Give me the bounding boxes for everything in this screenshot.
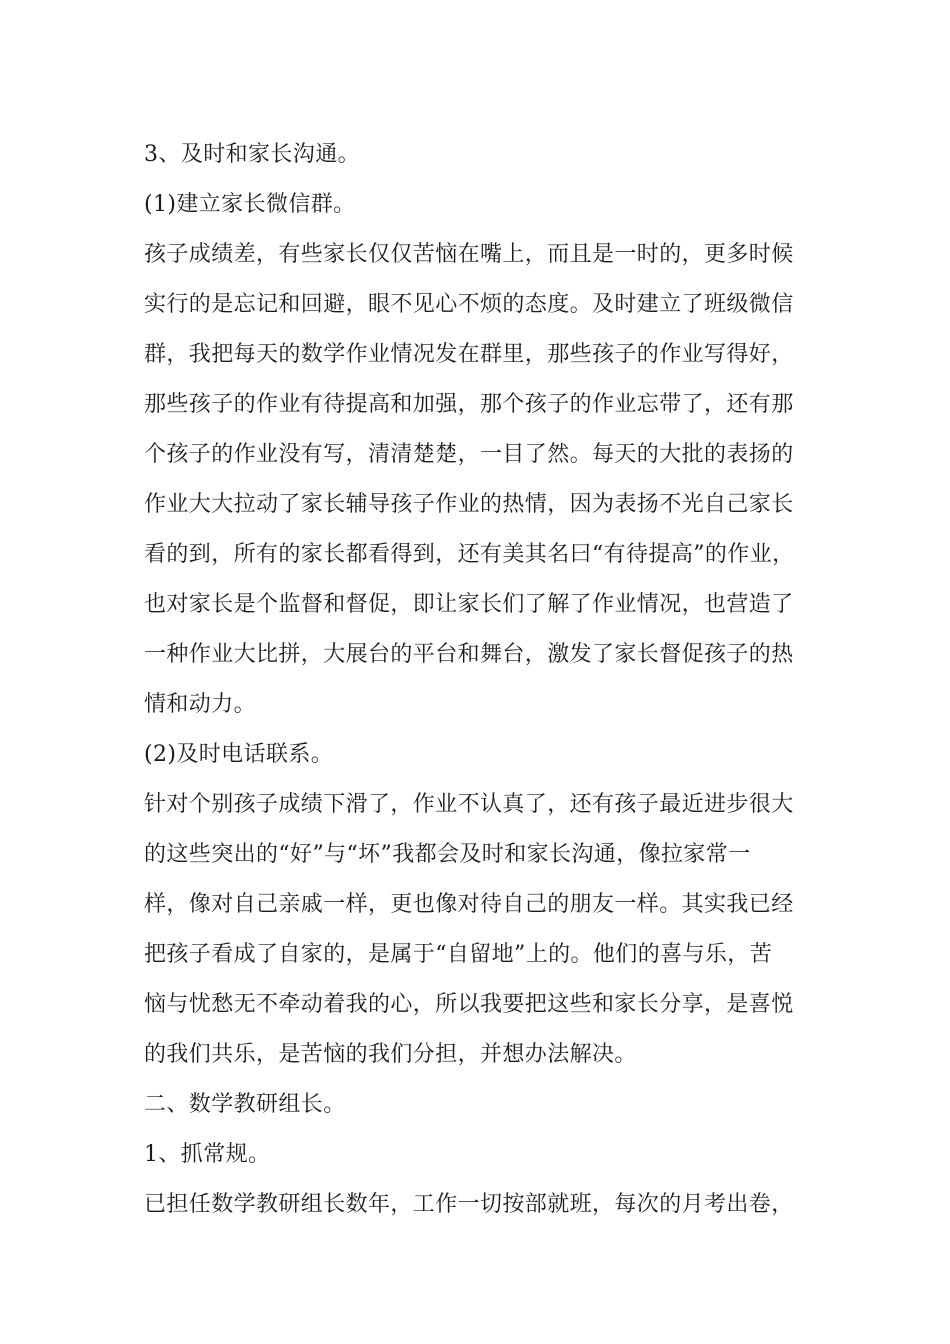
paragraph-line: 恼与忧愁无不牵动着我的心，所以我要把这些和家长分享，是喜悦 [144, 992, 794, 1017]
heading-3-parent-communication: 3、及时和家长沟通。 [144, 142, 360, 167]
paragraph-line: 那些孩子的作业有待提高和加强，那个孩子的作业忘带了，还有那 [144, 392, 794, 417]
paragraph-line: 群，我把每天的数学作业情况发在群里，那些孩子的作业写得好， [144, 342, 794, 367]
paragraph-line: 的这些突出的“好”与“坏”我都会及时和家长沟通，像拉家常一 [144, 842, 751, 867]
subheading-wechat-group: (1)建立家长微信群。 [144, 192, 356, 217]
paragraph-line: 作业大大拉动了家长辅导孩子作业的热情，因为表扬不光自己家长 [144, 492, 794, 517]
paragraph-line: 个孩子的作业没有写，清清楚楚，一目了然。每天的大批的表扬的 [144, 442, 794, 467]
paragraph-line: 实行的是忘记和回避，眼不见心不烦的态度。及时建立了班级微信 [144, 292, 794, 317]
subheading-phone-contact: (2)及时电话联系。 [144, 742, 334, 767]
subheading-routine: 1、抓常规。 [144, 1142, 271, 1167]
paragraph-line: 也对家长是个监督和督促，即让家长们了解了作业情况，也营造了 [144, 592, 794, 617]
paragraph-line: 的我们共乐，是苦恼的我们分担，并想办法解决。 [144, 1042, 637, 1067]
paragraph-line: 样，像对自己亲戚一样，更也像对待自己的朋友一样。其实我已经 [144, 892, 794, 917]
paragraph-line: 已担任数学教研组长数年，工作一切按部就班，每次的月考出卷， [144, 1192, 794, 1217]
paragraph-line: 情和动力。 [144, 692, 257, 717]
paragraph-line: 一种作业大比拼，大展台的平台和舞台，激发了家长督促孩子的热 [144, 642, 794, 667]
paragraph-line: 针对个别孩子成绩下滑了，作业不认真了，还有孩子最近进步很大 [144, 792, 794, 817]
paragraph-line: 把孩子看成了自家的，是属于“自留地”上的。他们的喜与乐，苦 [144, 942, 773, 967]
paragraph-line: 孩子成绩差，有些家长仅仅苦恼在嘴上，而且是一时的，更多时候 [144, 242, 794, 267]
paragraph-line: 看的到，所有的家长都看得到，还有美其名曰“有待提高”的作业， [144, 542, 795, 567]
section-heading-math-research-leader: 二、数学教研组长。 [144, 1092, 346, 1117]
document-body [144, 130, 824, 1230]
